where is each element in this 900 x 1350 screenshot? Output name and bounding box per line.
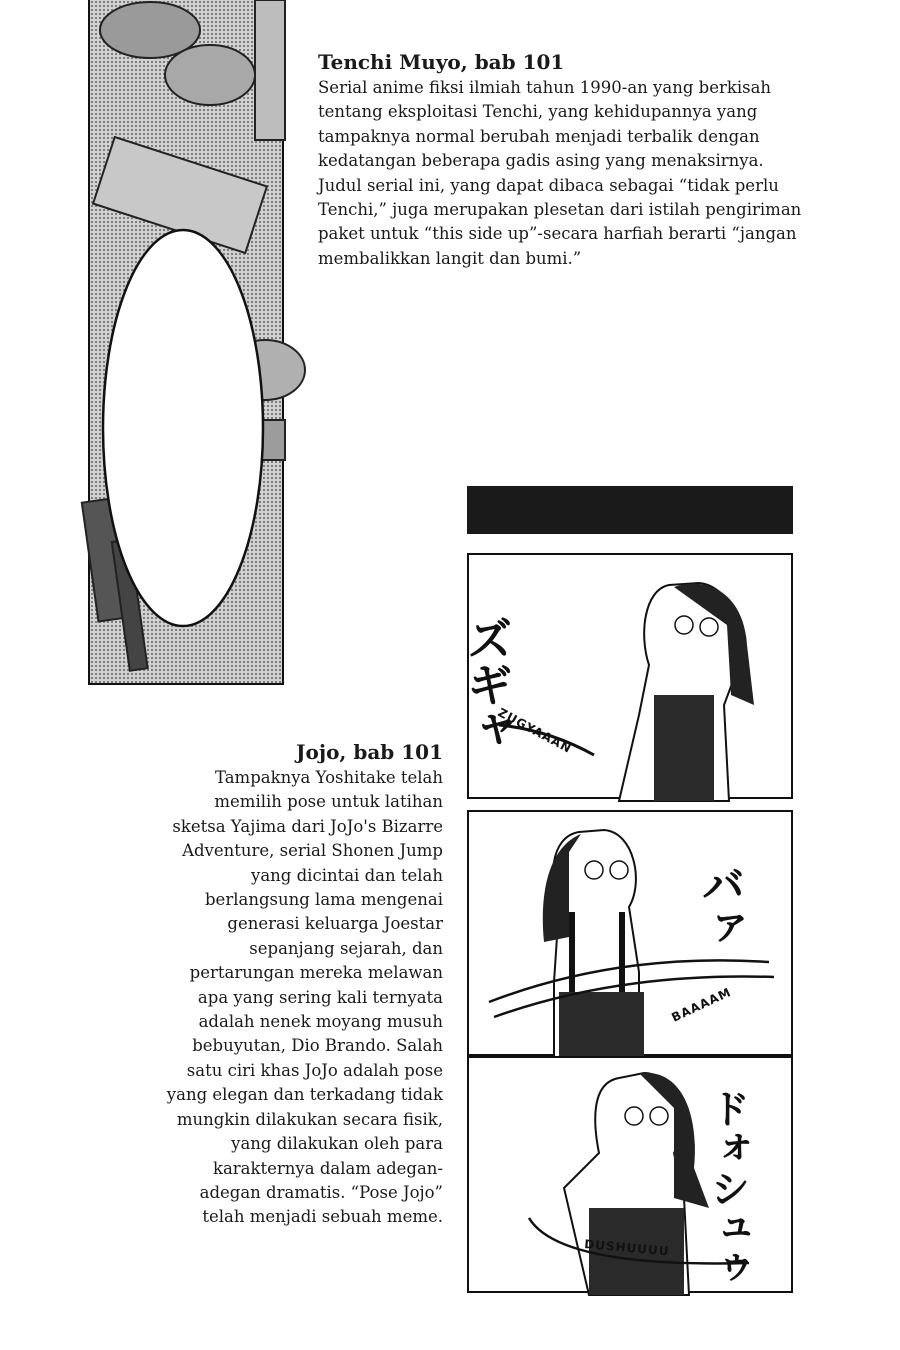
sfx-zugyaaan: ZUGYAAAN bbox=[495, 705, 575, 756]
tenchi-note bbox=[318, 50, 808, 271]
comic-panel-2 bbox=[467, 810, 793, 1056]
jojo-note-body: Tampaknya Yoshitake telah memilih pose untuk latihan sketsa Yajima dari JoJo's Bizarre Adventure, serial Shonen Jump yang dicintai dan telah berlangsung lama mengenai generasi keluarga Joestar sepanjang sejarah, dan pertarungan mereka melawan apa yang sering kali ternyata adalah nenek moyang musuh bebuyutan, Dio Brando. Salah satu ciri khas JoJo adalah pose yang elegan dan terkadang tidak mungkin dilakukan secara fisik, yang dilakukan oleh para karakternya dalam adegan-adegan dramatis. “Pose Jojo” telah menjadi sebuah meme. bbox=[166, 768, 443, 1227]
girl-with-glasses-icon bbox=[543, 830, 644, 1058]
tenchi-note-title: Tenchi Muyo, bab 101 bbox=[318, 50, 565, 74]
jojo-note bbox=[160, 740, 443, 1230]
sfx-dushuuuu: DUSHUUUU bbox=[583, 1237, 671, 1259]
sfx-baaaam: BAAAAM bbox=[669, 984, 734, 1025]
manga-strip-panel bbox=[88, 0, 284, 685]
comic-panel-3 bbox=[467, 1056, 793, 1293]
jp-sfx-3: ドォシュゥ bbox=[704, 1088, 750, 1288]
jp-sfx-1: ズギャ bbox=[460, 615, 514, 753]
jp-sfx-2: バァ bbox=[693, 862, 745, 950]
jojo-note-title: Jojo, bab 101 bbox=[296, 740, 443, 764]
comic-panel-1 bbox=[460, 553, 793, 799]
girl-with-glasses-icon bbox=[619, 583, 754, 801]
tenchi-note-body: Serial anime fiksi ilmiah tahun 1990-an yang berkisah tentang eksploitasi Tenchi, yang kehidupannya yang tampaknya normal berubah menjadi terbalik dengan kedatangan beberapa gadis asing yang menaksirnya. Judul serial ini, yang dapat dibaca sebagai “tidak perlu Tenchi,” juga merupakan plesetan dari istilah pengiriman paket untuk “this side up”-secara harfiah berarti “jangan membalikkan langit dan bumi.” bbox=[318, 78, 802, 268]
black-title-bar bbox=[467, 486, 793, 534]
girl-with-glasses-icon bbox=[564, 1073, 709, 1295]
